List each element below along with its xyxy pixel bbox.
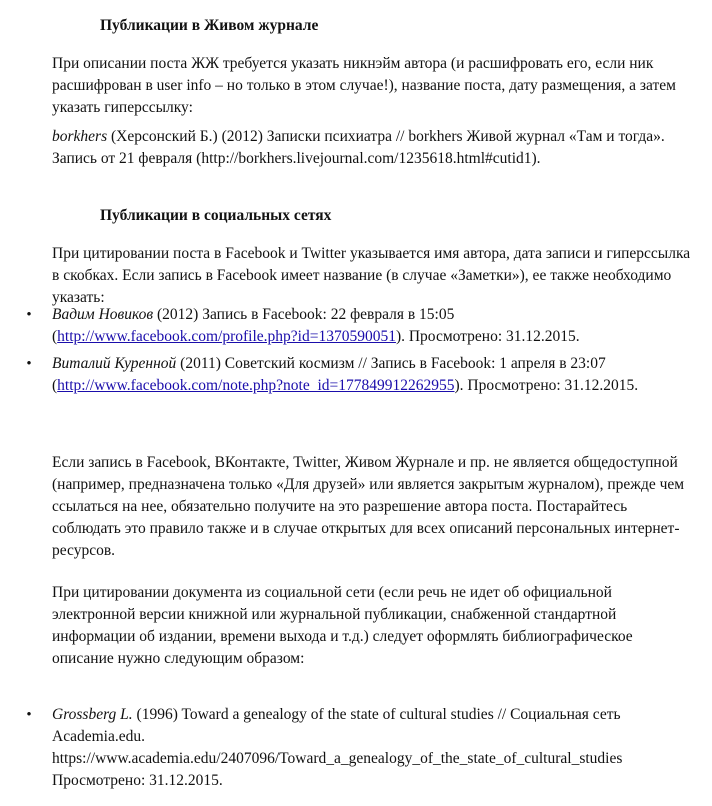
list-item	[52, 353, 692, 397]
bullet-marker: •	[26, 307, 32, 323]
item-author: Виталий Куренной	[52, 355, 177, 372]
social-intro: При цитировании поста в Facebook и Twitter указывается имя автора, дата записи и гиперссылка в скобках. Если запись в Facebook имеет название (в случае «Заметки»), ее также необходимо указать:	[52, 245, 691, 306]
livejournal-intro: При описании поста ЖЖ требуется указать никнэйм автора (и расшифровать его, если ник расшифрован в user info – но только в этом случае!), название поста, дату размещения, а затем указать гиперссылку:	[52, 55, 676, 116]
item-text-before: (2012) Запись в Facebook: 22 февраля в 15:05 (	[52, 306, 455, 345]
facebook-note-link[interactable]: http://www.facebook.com/note.php?note_id=177849912262955	[57, 377, 455, 394]
academia-url: https://www.academia.edu/2407096/Toward_a_genealogy_of_the_state_of_cultural_studies	[52, 750, 623, 767]
item-author: Вадим Новиков	[52, 306, 154, 323]
list-item	[52, 304, 692, 348]
item-text-after: ). Просмотрено: 31.12.2015.	[395, 328, 580, 345]
citation-note: При цитировании документа из социальной сети (если речь не идет об официальной электронной версии книжной или журнальной публикации, снабженной стандартной информации об издании, времени выхода и т.д.) следует оформлять библиографическое описание нужно следующим образом:	[52, 584, 633, 667]
item-text-before: (2011) Советский космизм // Запись в Facebook: 1 апреля в 23:07 (	[52, 355, 606, 394]
bullet-marker: •	[26, 356, 32, 372]
item-text-before: (1996) Toward a genealogy of the state of cultural studies // Социальная сеть Academia.edu.	[52, 706, 621, 745]
livejournal-example	[52, 126, 692, 170]
permission-note: Если запись в Facebook, ВКонтакте, Twitter, Живом Журнале и пр. не является общедоступной (например, предназначена только «Для друзей» или является закрытым журналом), прежде чем ссылаться на нее, обязательно получите на это разрешение автора поста. Постарайтесь соблюдать это правило также и в случае открытых для всех описаний персональных интернет-ресурсов.	[52, 454, 685, 559]
viewed-date: Просмотрено: 31.12.2015.	[52, 772, 223, 789]
bullet-marker: •	[26, 707, 32, 723]
item-text-after: ). Просмотрено: 31.12.2015.	[454, 377, 639, 394]
example-author: borkhers	[52, 128, 108, 145]
list-item	[52, 704, 692, 792]
facebook-profile-link[interactable]: http://www.facebook.com/profile.php?id=1370590051	[57, 328, 396, 345]
final-item-citation	[52, 704, 692, 748]
item-author: Grossberg L.	[52, 706, 133, 723]
heading-livejournal: Публикации в Живом журнале	[100, 17, 319, 34]
heading-social-networks: Публикации в социальных сетях	[100, 207, 332, 224]
example-rest: (Херсонский Б.) (2012) Записки психиатра // borkhers Живой журнал «Там и тогда». Запись от 21 февраля (http://borkhers.livejournal.com/1235618.html#cutid1).	[52, 128, 665, 167]
